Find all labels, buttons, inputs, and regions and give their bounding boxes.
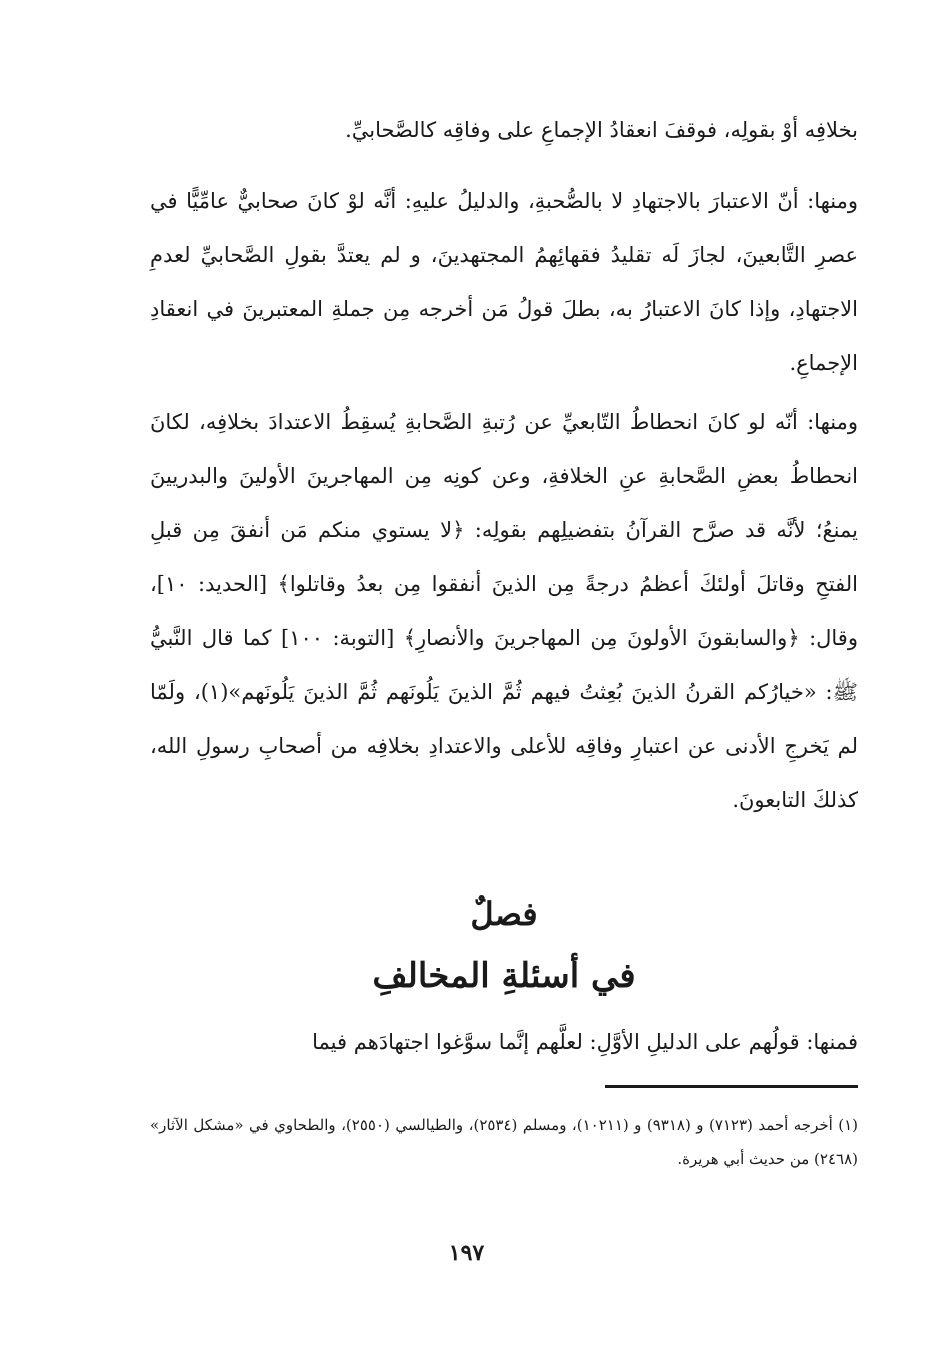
footnote: (١) أخرجه أحمد (٧١٢٣) و (٩٣١٨) و (١٠٢١١)، ومسلم (٢٥٣٤)، والطيالسي (٢٥٥٠)، والطحاوي في «مشكل الآثار» (٢٤٦٨) من حديث أبي هريرة. [150, 1116, 859, 1168]
paragraph-objections-start: فمنها: قولُهم على الدليلِ الأوَّلِ: لعلَّهم إنَّما سوَّغوا اجتهادَهم فيما [312, 1030, 858, 1054]
section-subheading: في أسئلةِ المخالفِ [372, 956, 636, 996]
paragraph-ijtihad-argument: ومنها: أنّ الاعتبارَ بالاجتهادِ لا بالصُّحبةِ، والدليلُ عليهِ: أنَّه لوْ كانَ صحابيٌّ عامِّيًّا في عصرِ التَّابعينَ، لجازَ لَه تقليدُ فقهائِهمُ المجتهدينَ، و لم يعتدَّ بقولِ الصَّحابيِّ لعدمِ الاجتهادِ، وإذا كانَ الاعتبارُ به، بطلَ قولُ مَن أخرجه مِن جملةِ المعتبرينَ في انعقادِ الإجماعِ. [150, 189, 858, 375]
footnote-divider [605, 1085, 858, 1088]
section-heading: فصلٌ [470, 895, 538, 933]
paragraph-rank-argument: ومنها: أنّه لو كانَ انحطاطُ التّابعيِّ عن رُتبةِ الصَّحابةِ يُسقِطُ الاعتدادَ بخلافِه، لكانَ انحطاطُ بعضِ الصَّحابةِ عنِ الخلافةِ، وعن كونِه مِن المهاجرينَ الأولينَ والبدريينَ يمنعُ؛ لأنَّه قد صرَّح القرآنُ بتفضيلِهم بقولِه: ﴿لا يستوي منكم مَن أنفقَ مِن قبلِ الفتحِ وقاتلَ أولئكَ أعظمُ درجةً مِن الذينَ أنفقوا مِن بعدُ وقاتلوا﴾ [الحديد: ١٠]، وقال: ﴿والسابقونَ الأولونَ مِن المهاجرينَ والأنصارِ﴾ [التوبة: ١٠٠] كما قال النَّبيُّ ﷺ: «خيارُكم القرنُ الذينَ بُعِثتُ فيهم ثُمَّ الذينَ يَلُونَهم ثُمَّ الذينَ يَلُونَهم»(١)، ولَمّا لم يَخرجِ الأدنى عن اعتبارِ وفاقِه للأعلى والاعتدادِ بخلافِه من أصحابِ رسولِ الله، كذلكَ التابعونَ. [150, 410, 858, 812]
page-number: ١٩٧ [448, 1240, 485, 1266]
paragraph-continuation: بخلافِه أوْ بقولِه، فوقفَ انعقادُ الإجماعِ على وفاقِه كالصَّحابيِّ. [345, 118, 858, 142]
